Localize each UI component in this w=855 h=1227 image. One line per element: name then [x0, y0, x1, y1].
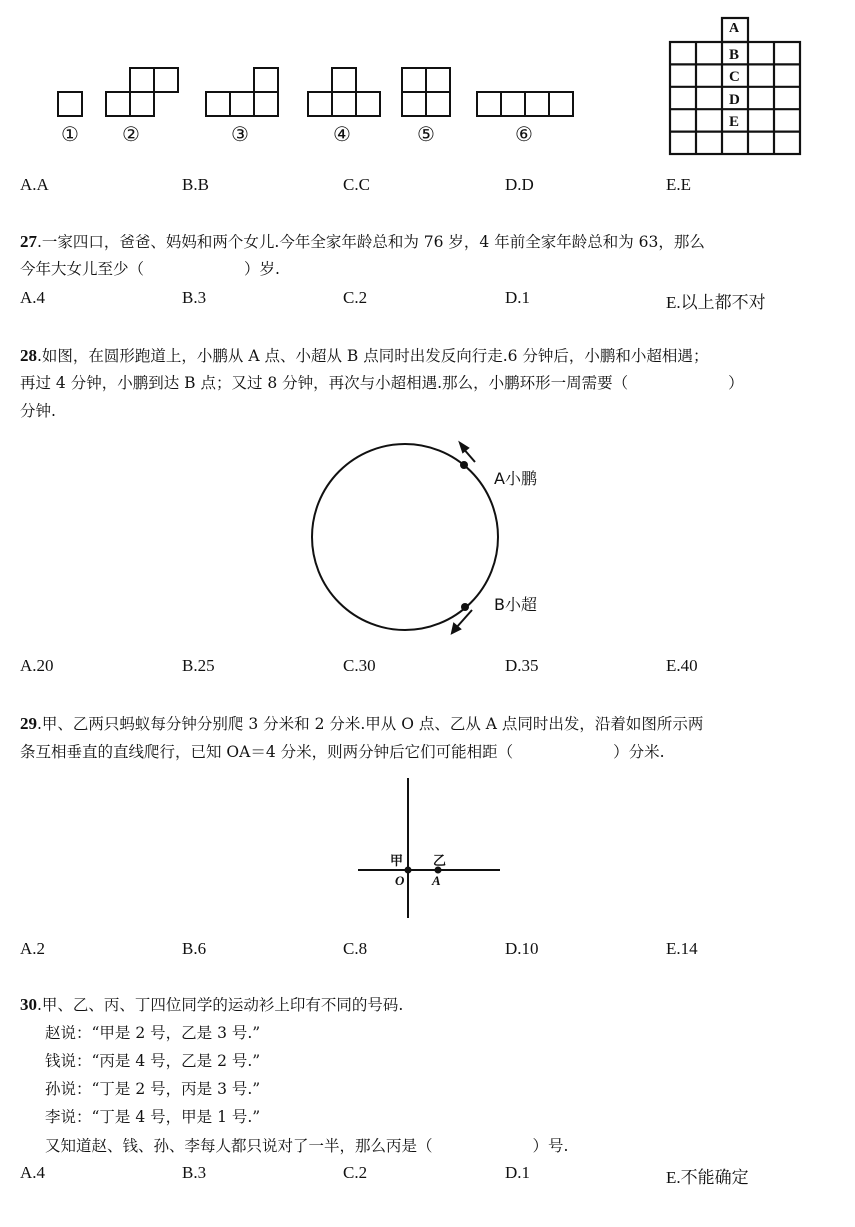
grid-label-b: B [729, 47, 740, 63]
q30-option-d[interactable]: D.1 [505, 1163, 531, 1182]
q27-option-b[interactable]: B.3 [182, 288, 207, 307]
q30-number: 30 [20, 995, 37, 1014]
q29-option-c[interactable]: C.8 [343, 939, 368, 958]
q30-option-b[interactable]: B.3 [182, 1163, 207, 1182]
q30-option-a[interactable]: A.4 [20, 1163, 46, 1182]
q27-text-line1: 27.一家四口，爸爸、妈妈和两个女儿.今年全家年龄总和为 76 岁，4 年前全家年龄总和为 63，那么 [20, 232, 705, 251]
q30-statement-li: 李说：“丁是 4 号，甲是 1 号.” [45, 1108, 261, 1126]
q29-option-a[interactable]: A.2 [20, 939, 46, 958]
net-4 [308, 68, 380, 116]
q28-option-b[interactable]: B.25 [182, 656, 215, 675]
point-b-dot [461, 603, 469, 611]
q28-text-line1: 28.如图，在圆形跑道上，小鹏从 A 点、小超从 B 点同时出发反向行走.6 分钟后，小鹏和小超相遇； [20, 346, 709, 365]
net-label-3: ③ [231, 122, 249, 146]
net-label-5: ⑤ [417, 122, 435, 146]
q29-option-b[interactable]: B.6 [182, 939, 207, 958]
q29-axes-figure [350, 775, 510, 925]
label-b-xiaochao: B小超 [494, 595, 537, 614]
net-2 [106, 68, 178, 116]
q30-statement-qian: 钱说：“丙是 4 号，乙是 2 号.” [45, 1052, 261, 1070]
q30-statement-sun: 孙说：“丁是 2 号，丙是 3 号.” [45, 1080, 261, 1098]
q29-text-line2: 条互相垂直的直线爬行，已知 OA＝4 分米，则两分钟后它们可能相距（ ）分米. [20, 743, 665, 761]
q29-option-d[interactable]: D.10 [505, 939, 539, 958]
label-jia: 甲 [390, 854, 404, 869]
q28-text-line2: 再过 4 分钟，小鹏到达 B 点；又过 8 分钟，再次与小超相遇.那么，小鹏环形一周需要（ ） [20, 374, 744, 392]
net-5 [402, 68, 450, 116]
q27-option-d[interactable]: D.1 [505, 288, 531, 307]
q26-option-b[interactable]: B.B [182, 175, 209, 194]
q30-option-c[interactable]: C.2 [343, 1163, 368, 1182]
net-6 [477, 92, 573, 116]
q28-option-c[interactable]: C.30 [343, 656, 376, 675]
q30-statement-zhao: 赵说：“甲是 2 号，乙是 3 号.” [45, 1024, 261, 1042]
q27-text-line2: 今年大女儿至少（ ）岁. [20, 260, 280, 278]
label-a-xiaopeng: A小鹏 [494, 469, 537, 488]
q30-text-line1: 30.甲、乙、丙、丁四位同学的运动衫上印有不同的号码. [20, 995, 404, 1014]
q30-option-e[interactable]: E.不能确定 [666, 1168, 749, 1187]
q27-number: 27 [20, 232, 37, 251]
arrow-a-icon [460, 443, 475, 462]
net-label-1: ① [61, 122, 79, 146]
grid-label-d: D [729, 92, 740, 108]
q27-option-a[interactable]: A.4 [20, 288, 46, 307]
q26-option-e[interactable]: E.E [666, 175, 692, 194]
net-1-square [58, 92, 82, 116]
grid-label-a: A [729, 21, 740, 36]
q28-option-a[interactable]: A.20 [20, 656, 54, 675]
q29-option-e[interactable]: E.14 [666, 939, 698, 958]
q28-option-d[interactable]: D.35 [505, 656, 539, 675]
q28-text-line3: 分钟. [20, 402, 56, 420]
q27-option-e[interactable]: E.以上都不对 [666, 293, 766, 312]
q28-option-e[interactable]: E.40 [666, 656, 698, 675]
label-yi: 乙 [433, 854, 447, 869]
running-track-circle [312, 444, 498, 630]
q29-number: 29 [20, 714, 37, 733]
q27-option-c[interactable]: C.2 [343, 288, 368, 307]
q29-text-line1: 29.甲、乙两只蚂蚁每分钟分别爬 3 分米和 2 分米.甲从 O 点、乙从 A 点同时出发，沿着如图所示两 [20, 714, 704, 733]
net-label-6: ⑥ [515, 122, 533, 146]
q26-option-a[interactable]: A.A [20, 175, 49, 194]
point-a-dot [460, 461, 468, 469]
q26-option-d[interactable]: D.D [505, 175, 534, 194]
point-o-dot [405, 867, 412, 874]
net-3 [206, 68, 278, 116]
grid-label-c: C [729, 69, 740, 85]
label-o: O [395, 873, 405, 888]
q28-number: 28 [20, 346, 37, 365]
net-label-4: ④ [333, 122, 351, 146]
net-label-2: ② [122, 122, 140, 146]
label-a: A [432, 873, 441, 888]
arrow-b-icon [452, 610, 472, 633]
grid-label-e: E [729, 114, 740, 130]
q30-text-last: 又知道赵、钱、孙、李每人都只说对了一半，那么丙是（ ）号. [45, 1137, 569, 1155]
q26-option-c[interactable]: C.C [343, 175, 370, 194]
